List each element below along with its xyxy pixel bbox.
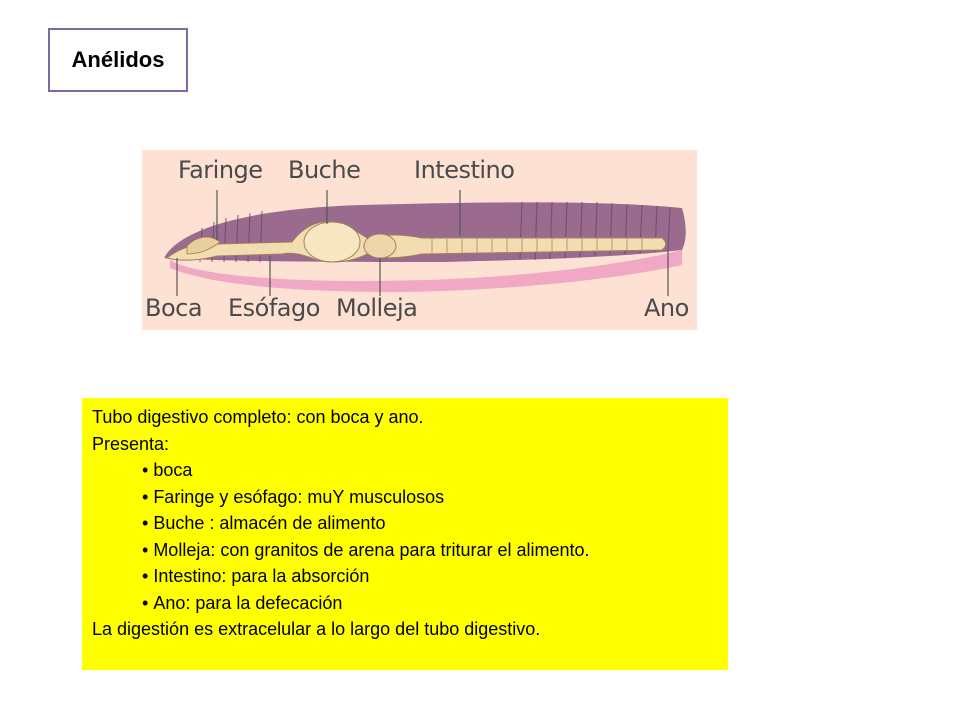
summary-conclusion: La digestión es extracelular a lo largo del tubo digestivo. [92, 619, 541, 639]
list-item: • Molleja: con granitos de arena para triturar el alimento. [142, 537, 718, 564]
summary-intro: Tubo digestivo completo: con boca y ano. [92, 407, 424, 427]
summary-textbox [82, 398, 728, 670]
crop [304, 222, 360, 262]
label-intestino: Intestino [414, 156, 515, 184]
summary-list [92, 457, 718, 616]
label-esofago: Esófago [228, 294, 320, 322]
list-item: • boca [142, 457, 718, 484]
list-item: • Intestino: para la absorción [142, 563, 718, 590]
list-item: • Faringe y esófago: muY musculosos [142, 484, 718, 511]
list-item: • Buche : almacén de alimento [142, 510, 718, 537]
summary-presenta: Presenta: [92, 433, 170, 454]
label-buche: Buche [288, 156, 361, 184]
slide-title: Anélidos [71, 47, 165, 72]
label-ano: Ano [644, 294, 689, 322]
slide-title-box [48, 28, 188, 92]
list-item: • Ano: para la defecación [142, 590, 718, 617]
label-boca: Boca [145, 294, 203, 322]
label-molleja: Molleja [336, 294, 418, 322]
earthworm-digestive-diagram [142, 150, 697, 330]
gizzard [364, 234, 396, 258]
label-faringe: Faringe [178, 156, 263, 184]
